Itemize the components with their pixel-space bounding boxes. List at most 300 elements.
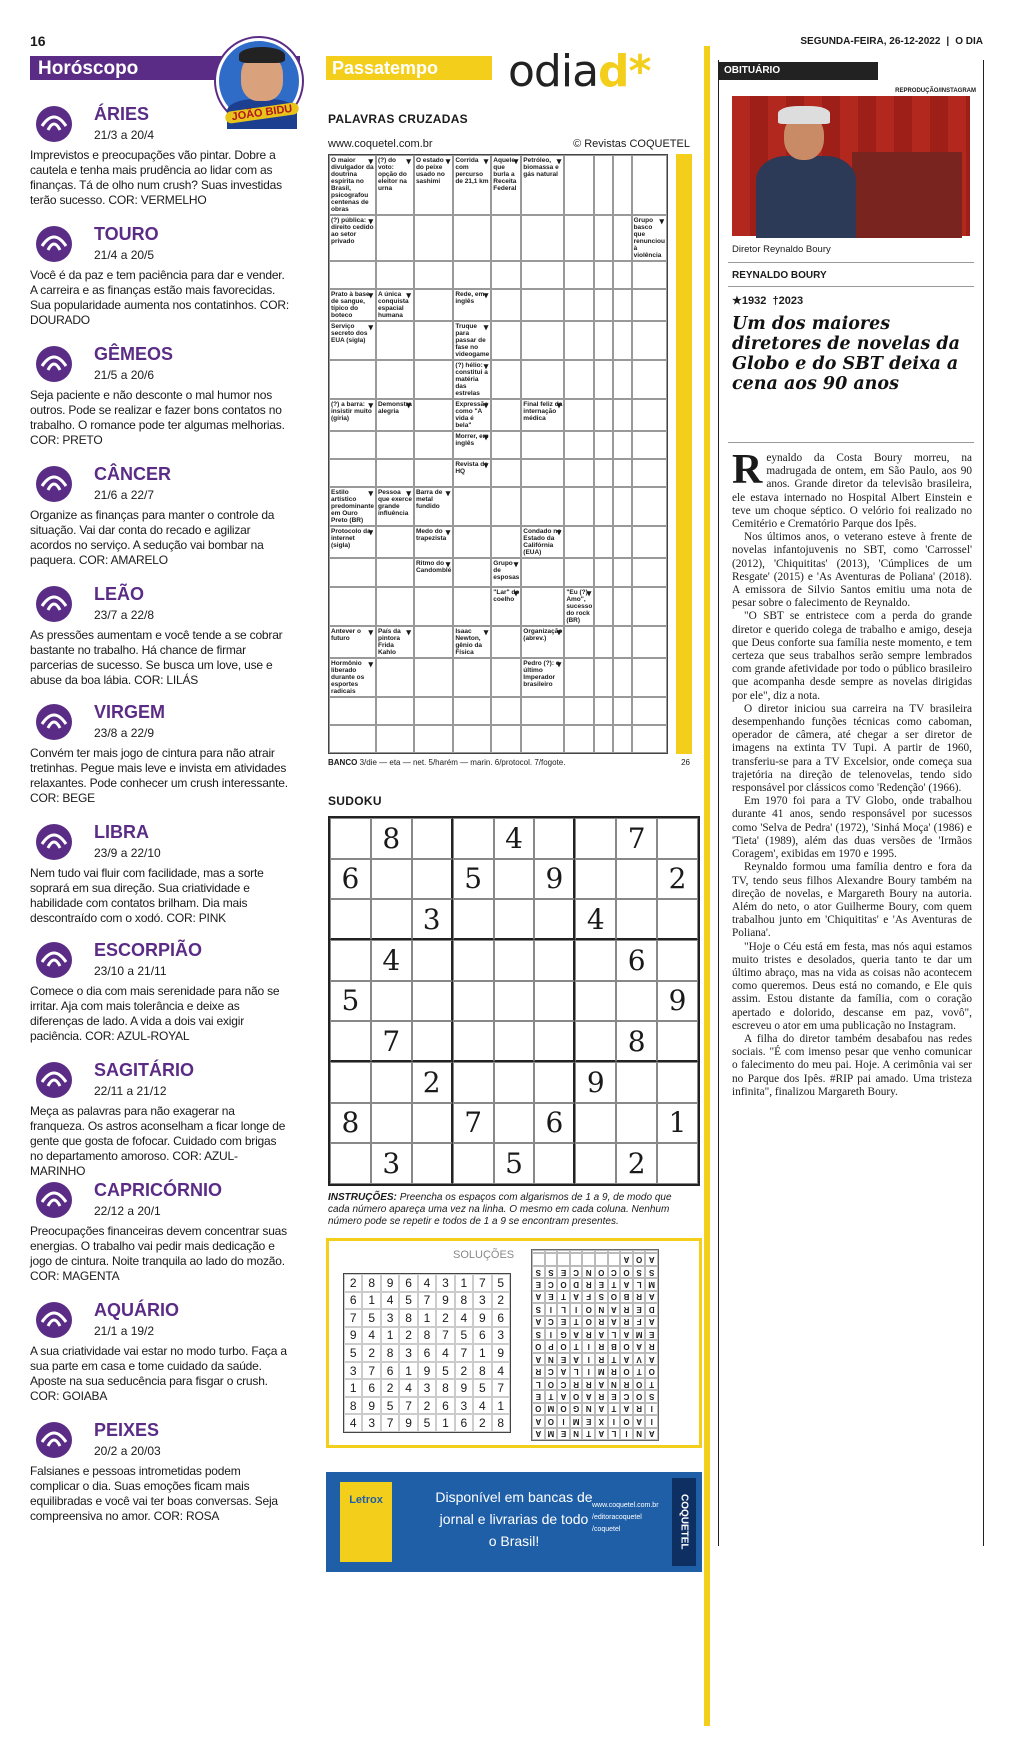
solution-letter: R [620,1378,633,1390]
crossword-cell[interactable] [613,289,632,321]
sudoku-cell[interactable] [657,940,698,981]
solution-letter [570,1253,583,1265]
crossword-cell[interactable] [594,261,613,289]
crossword-cell[interactable] [613,725,632,753]
sudoku-cell[interactable] [330,1143,371,1184]
sudoku-cell: 8 [371,818,412,859]
crossword-cell[interactable] [453,587,491,626]
crossword-cell[interactable] [632,526,667,558]
solution-cell: 5 [344,1344,362,1362]
crossword-cell[interactable] [329,697,376,725]
crossword-cell[interactable] [594,658,613,697]
sudoku-cell[interactable] [371,1062,412,1103]
crossword-cell[interactable] [376,526,414,558]
solution-cell: 3 [492,1327,510,1345]
crossword-cell[interactable] [613,587,632,626]
sudoku-cell: 6 [616,940,657,981]
crossword-cell[interactable] [613,321,632,360]
sudoku-cell[interactable] [616,1062,657,1103]
crossword-cell[interactable] [613,360,632,399]
crossword-cell[interactable] [521,587,564,626]
crossword-cell[interactable] [632,261,667,289]
solution-cell: 6 [344,1292,362,1310]
crossword-cell[interactable] [613,215,632,261]
solution-cell: 1 [436,1414,454,1432]
solution-letter: A [645,1291,658,1303]
solution-letter: I [582,1365,595,1377]
crossword-cell[interactable] [564,526,594,558]
solution-letter: E [532,1390,545,1402]
sudoku-cell[interactable] [412,1143,453,1184]
crossword-cell[interactable] [632,399,667,431]
sudoku-cell: 9 [575,1062,616,1103]
crossword-cell[interactable] [491,626,521,658]
crossword-cell[interactable] [414,587,453,626]
solution-cell: 2 [344,1274,362,1292]
sudoku-cell[interactable] [330,1062,371,1103]
sudoku-cell[interactable] [494,1062,535,1103]
sudoku-cell[interactable] [534,940,575,981]
sign-name: AQUÁRIO [94,1300,179,1320]
crossword-cell[interactable] [491,360,521,399]
crossword-cell[interactable] [632,155,667,215]
obituary-photo [732,96,970,236]
solution-letter: A [557,1390,570,1402]
sign-dates: 22/11 a 21/12 [94,1084,167,1098]
sudoku-cell[interactable] [657,1021,698,1062]
sudoku-cell[interactable] [657,818,698,859]
solution-letter: R [595,1390,608,1402]
crossword-cell[interactable] [453,261,491,289]
crossword-cell[interactable] [632,587,667,626]
odia-logo: odiad* [508,46,651,97]
solution-cell: 3 [418,1379,436,1397]
crossword-cell[interactable] [491,725,521,753]
crossword-cell[interactable] [521,261,564,289]
solution-cell: 9 [399,1414,417,1432]
sudoku-cell[interactable] [453,940,494,981]
crossword-cell[interactable] [613,558,632,586]
crossword-cell[interactable] [613,526,632,558]
solution-letter: O [633,1378,646,1390]
solution-letter: E [545,1291,558,1303]
crossword-cell[interactable] [376,725,414,753]
crossword-cell[interactable] [632,558,667,586]
crossword-cell[interactable] [521,360,564,399]
solution-cell: 3 [455,1397,473,1415]
crossword-clue: Demonstra alegria ▾ [376,399,414,431]
crossword-cell[interactable] [594,459,613,487]
solution-cell: 5 [492,1274,510,1292]
crossword-cell[interactable] [376,658,414,697]
solution-letter: I [582,1341,595,1353]
solution-letter: O [582,1303,595,1315]
crossword-cell[interactable] [376,558,414,586]
crossword-cell[interactable] [376,261,414,289]
crossword-cell[interactable] [564,321,594,360]
crossword-cell[interactable] [564,399,594,431]
crossword-cell[interactable] [564,215,594,261]
crossword-cell[interactable] [414,697,453,725]
sudoku-cell[interactable] [453,899,494,940]
crossword-cell[interactable] [491,526,521,558]
crossword-cell[interactable] [564,261,594,289]
crossword-cell[interactable] [594,155,613,215]
sudoku-cell[interactable] [412,859,453,900]
sudoku-cell[interactable] [575,981,616,1022]
crossword-clue: Estilo artístico predominante em Ouro Preto (BR) ▾ [329,487,376,526]
sudoku-cell[interactable] [657,899,698,940]
solutions-label: SOLUÇÕES [453,1249,515,1261]
drop-cap: R [732,447,763,493]
crossword-cell[interactable] [564,697,594,725]
crossword-cell[interactable] [521,725,564,753]
crossword-cell[interactable] [613,155,632,215]
sign-dates: 21/6 a 22/7 [94,488,155,502]
solution-cell: 8 [455,1292,473,1310]
crossword-cell[interactable] [521,459,564,487]
sudoku-cell[interactable] [575,859,616,900]
sudoku-cell[interactable] [494,940,535,981]
solution-cell: 5 [362,1309,380,1327]
crossword-cell[interactable] [564,360,594,399]
crossword-cell[interactable] [329,558,376,586]
crossword-cell[interactable] [613,431,632,459]
solution-cell: 4 [381,1292,399,1310]
crossword-publisher: © Revistas COQUETEL [573,138,690,150]
crossword-cell[interactable] [521,697,564,725]
solution-letter: T [570,1316,583,1328]
solution-cell: 8 [381,1344,399,1362]
sudoku-instructions: INSTRUÇÕES: Preencha os espaços com algarismos de 1 a 9, de modo que cada número apareça uma vez na linha. O mesmo em cada coluna. Nenhum número pode se repetir e todos de 1 a 9 se encontram presentes. [328,1192,672,1227]
crossword-cell[interactable] [564,487,594,526]
crossword-cell[interactable] [632,459,667,487]
sudoku-cell: 9 [657,981,698,1022]
solution-cell: 9 [381,1274,399,1292]
crossword-cell[interactable] [564,658,594,697]
solution-cell: 3 [436,1274,454,1292]
sudoku-cell: 8 [330,1103,371,1144]
sudoku-cell[interactable] [616,1103,657,1144]
crossword-cell[interactable] [491,431,521,459]
crossword-cell[interactable] [414,626,453,658]
sudoku-cell[interactable] [575,1143,616,1184]
solution-letter: S [645,1390,658,1402]
crossword-cell[interactable] [613,261,632,289]
solution-letter [582,1253,595,1265]
crossword-cell[interactable] [521,487,564,526]
sign-dates: 21/4 a 20/5 [94,248,155,262]
sudoku-cell[interactable] [534,818,575,859]
crossword-cell[interactable] [613,697,632,725]
solution-letter [545,1253,558,1265]
sudoku-cell[interactable] [616,981,657,1022]
crossword-cell[interactable] [491,697,521,725]
crossword-cell[interactable] [414,431,453,459]
crossword-page-code: 26 [681,758,690,767]
crossword-grid[interactable] [328,154,668,754]
solution-letter: E [557,1316,570,1328]
sudoku-cell[interactable] [371,859,412,900]
sudoku-cell: 7 [371,1021,412,1062]
sudoku-cell[interactable] [534,1062,575,1103]
crossword-cell[interactable] [564,155,594,215]
crossword-cell[interactable] [376,360,414,399]
solution-cell: 3 [399,1344,417,1362]
crossword-clue: Antever o futuro ▾ [329,626,376,658]
sudoku-cell[interactable] [657,1143,698,1184]
sudoku-cell[interactable] [453,981,494,1022]
sudoku-cell: 3 [371,1143,412,1184]
crossword-cell[interactable] [376,431,414,459]
crossword-cell[interactable] [491,658,521,697]
solution-cell: 5 [473,1379,491,1397]
sudoku-cell[interactable] [453,1143,494,1184]
solution-letter: T [633,1365,646,1377]
crossword-cell[interactable] [414,360,453,399]
sudoku-cell[interactable] [412,981,453,1022]
sudoku-cell[interactable] [494,859,535,900]
solution-cell: 5 [399,1292,417,1310]
crossword-cell[interactable] [329,261,376,289]
solution-letter: I [645,1415,658,1427]
crossword-cell[interactable] [613,399,632,431]
sudoku-cell[interactable] [494,899,535,940]
crossword-cell[interactable] [376,321,414,360]
solution-letter [557,1253,570,1265]
crossword-cell[interactable] [491,261,521,289]
crossword-cell[interactable] [613,658,632,697]
sign-name: TOURO [94,224,159,244]
crossword-cell[interactable] [594,321,613,360]
crossword-clue: Prato à base de sangue, típico do boteco ▾ [329,289,376,321]
obituary-headline: Um dos maiores diretores de novelas da Globo e do SBT deixa a cena aos 90 anos [732,314,960,394]
crossword-cell[interactable] [594,526,613,558]
crossword-cell[interactable] [564,626,594,658]
solution-letter [595,1253,608,1265]
solution-letter: I [620,1428,633,1440]
crossword-cell[interactable] [521,289,564,321]
crossword-cell[interactable] [453,526,491,558]
crossword-cell[interactable] [329,587,376,626]
crossword-cell[interactable] [594,697,613,725]
solution-letter: O [570,1390,583,1402]
solution-letter: O [532,1403,545,1415]
crossword-cell[interactable] [376,459,414,487]
solution-letter: N [545,1353,558,1365]
sudoku-cell[interactable] [575,818,616,859]
crossword-cell[interactable] [376,215,414,261]
sudoku-cell[interactable] [330,818,371,859]
solution-cell: 3 [344,1362,362,1380]
crossword-cell[interactable] [376,697,414,725]
sudoku-cell: 7 [453,1103,494,1144]
crossword-cell[interactable] [594,360,613,399]
solution-letter: F [582,1291,595,1303]
solution-cell: 6 [492,1309,510,1327]
solution-letter: N [608,1378,621,1390]
crossword-cell[interactable] [632,321,667,360]
crossword-cell[interactable] [613,626,632,658]
crossword-cell[interactable] [491,289,521,321]
crossword-cell[interactable] [521,321,564,360]
coquetel-ad[interactable] [326,1472,702,1572]
gemini-icon [32,344,86,384]
crossword-cell[interactable] [632,487,667,526]
sign-dates: 22/12 a 20/1 [94,1204,161,1218]
solution-letter: S [532,1328,545,1340]
sudoku-cell[interactable] [575,1021,616,1062]
sudoku-cell[interactable] [453,1062,494,1103]
sudoku-cell[interactable] [534,1021,575,1062]
crossword-cell[interactable] [414,321,453,360]
crossword-cell[interactable] [414,658,453,697]
solution-cell: 8 [473,1362,491,1380]
crossword-cell[interactable] [632,626,667,658]
crossword-site: www.coquetel.com.br [328,138,433,150]
sudoku-cell[interactable] [412,1021,453,1062]
crossword-cell[interactable] [594,431,613,459]
ad-links: www.coquetel.com.br /editoracoquetel /coquetel [592,1502,659,1533]
sudoku-cell[interactable] [616,899,657,940]
crossword-cell[interactable] [453,658,491,697]
crossword-cell[interactable] [376,587,414,626]
crossword-cell[interactable] [453,697,491,725]
scorpio-icon [32,940,86,980]
crossword-cell[interactable] [594,587,613,626]
crossword-cell[interactable] [491,399,521,431]
sudoku-cell[interactable] [534,899,575,940]
crossword-clue: Petróleo, biomassa e gás natural ▾ [521,155,564,215]
crossword-cell[interactable] [613,487,632,526]
crossword-cell[interactable] [414,261,453,289]
crossword-cell[interactable] [491,487,521,526]
obituary-paragraph: Em 1970 foi para a TV Globo, onde trabalhou durante 41 anos, sendo responsável por sucessos como 'Selva de Pedra' (1972), 'Sinhá Moça' (1986) e 'Tieta' (1989), além das duas versões de 'Irmãos Coragem', exibidas em 1970 e 1995. [732,795,972,861]
crossword-cell[interactable] [521,558,564,586]
crossword-cell[interactable] [414,459,453,487]
crossword-clue: Condado no Estado da Califórnia (EUA) ▾ [521,526,564,558]
crossword-cell[interactable] [491,459,521,487]
sudoku-cell[interactable] [371,899,412,940]
solution-letter: O [557,1278,570,1290]
crossword-cell[interactable] [329,431,376,459]
sign-dates: 21/3 a 20/4 [94,128,155,142]
sudoku-cell[interactable] [494,981,535,1022]
sign-name: GÊMEOS [94,344,174,364]
crossword-cell[interactable] [564,431,594,459]
sudoku-cell[interactable] [330,1021,371,1062]
solution-letter: T [557,1291,570,1303]
crossword-clue: "Eu (?) Amo", sucesso do rock (BR) ▾ [564,587,594,626]
crossword-cell[interactable] [414,215,453,261]
crossword-cell[interactable] [632,360,667,399]
sudoku-cell[interactable] [330,899,371,940]
crossword-cell[interactable] [632,725,667,753]
crossword-cell[interactable] [329,360,376,399]
solution-letter: A [595,1403,608,1415]
solution-letter: A [645,1353,658,1365]
sudoku-grid[interactable] [328,816,700,1186]
solution-cell: 2 [436,1309,454,1327]
sudoku-cell[interactable] [534,1143,575,1184]
sudoku-cell[interactable] [453,1021,494,1062]
solution-cell: 4 [436,1344,454,1362]
solution-letter: P [545,1341,558,1353]
sudoku-cell[interactable] [412,1103,453,1144]
sudoku-cell[interactable] [657,1062,698,1103]
crossword-cell[interactable] [594,626,613,658]
crossword-cell[interactable] [564,725,594,753]
solution-cell: 8 [344,1397,362,1415]
sudoku-cell[interactable] [412,940,453,981]
crossword-cell[interactable] [594,215,613,261]
sudoku-cell[interactable] [534,981,575,1022]
crossword-cell[interactable] [329,459,376,487]
crossword-cell[interactable] [414,399,453,431]
crossword-cell[interactable] [632,289,667,321]
crossword-cell[interactable] [632,658,667,697]
crossword-cell[interactable] [632,697,667,725]
sudoku-cell[interactable] [616,859,657,900]
crossword-cell[interactable] [613,459,632,487]
sudoku-cell: 8 [616,1021,657,1062]
sudoku-cell[interactable] [330,940,371,981]
solution-letter: S [595,1291,608,1303]
crossword-cell[interactable] [521,215,564,261]
sudoku-cell[interactable] [494,1021,535,1062]
crossword-cell[interactable] [414,289,453,321]
crossword-cell[interactable] [329,725,376,753]
sudoku-cell[interactable] [575,1103,616,1144]
crossword-cell[interactable] [564,558,594,586]
sudoku-cell[interactable] [371,981,412,1022]
crossword-clue: Morrer, em inglês ▾ [453,431,491,459]
sign-dates: 21/5 a 20/6 [94,368,155,382]
crossword-cell[interactable] [453,487,491,526]
crossword-cell[interactable] [491,321,521,360]
crossword-cell[interactable] [594,289,613,321]
crossword-cell[interactable] [594,725,613,753]
crossword-cell[interactable] [521,431,564,459]
solution-letter: M [570,1415,583,1427]
crossword-cell[interactable] [564,459,594,487]
sign-text: Nem tudo vai fluir com facilidade, mas a sorte soprará em sua direção. Sua criatividade e habilidade com contatos brilham. Dia mais descontraído com o xodó. COR: PINK [30,866,264,925]
sudoku-cell: 4 [575,899,616,940]
sudoku-cell[interactable] [575,940,616,981]
sudoku-cell[interactable] [494,1103,535,1144]
crossword-cell[interactable] [414,725,453,753]
crossword-cell[interactable] [453,215,491,261]
crossword-cell[interactable] [491,215,521,261]
crossword-cell[interactable] [594,558,613,586]
sudoku-cell[interactable] [412,818,453,859]
sudoku-cell[interactable] [371,1103,412,1144]
solution-letter: C [545,1278,558,1290]
crossword-cell[interactable] [564,289,594,321]
crossword-cell[interactable] [594,399,613,431]
solution-letter: C [608,1266,621,1278]
crossword-cell[interactable] [632,431,667,459]
crossword-cell[interactable] [453,558,491,586]
solution-letter: A [595,1328,608,1340]
obituary-paragraph: "O SBT se entristece com a perda do grande diretor e querido colega de trabalho e amigo, deseja que Deus conforte sua família neste momento, e tem certeza que seus trabalhos serão sempre lembrados com grande afetividade por todo o público brasileiro que acompanha desde sempre as novelas dirigidas por ele", diz a nota. [732,610,972,702]
divider [728,442,974,443]
solution-cell: 6 [436,1397,454,1415]
crossword-cell[interactable] [594,487,613,526]
crossword-cell[interactable] [453,725,491,753]
sudoku-cell[interactable] [453,818,494,859]
passatempo-section [322,46,702,1740]
